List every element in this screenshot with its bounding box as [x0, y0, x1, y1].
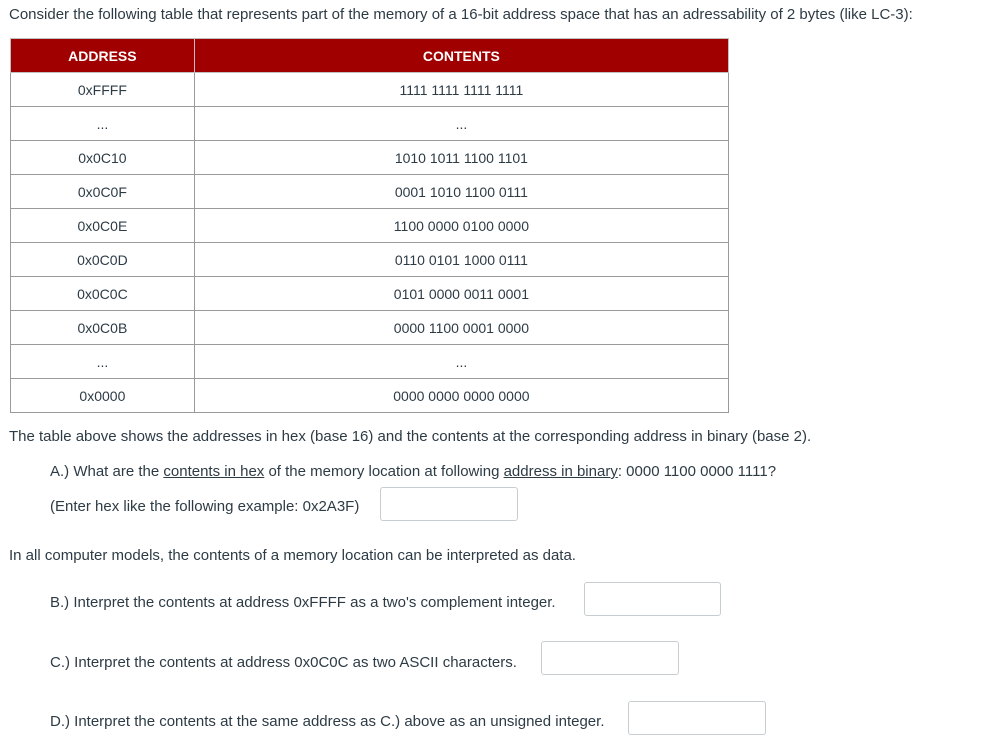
table-row [11, 345, 729, 379]
address-cell: ... [11, 345, 195, 379]
question-c: C.) Interpret the contents at address 0x0C0C as two ASCII characters. [50, 654, 517, 671]
contents-cell: ... [194, 345, 728, 379]
contents-cell: 0000 1100 0001 0000 [194, 311, 728, 345]
table-row [11, 311, 729, 345]
address-cell: 0xFFFF [11, 73, 195, 107]
address-cell: 0x0C10 [11, 141, 195, 175]
question-a [50, 462, 776, 482]
contents-cell: 0000 0000 0000 0000 [194, 379, 728, 413]
answer-b-input[interactable] [584, 582, 721, 616]
address-in-binary-link: address in binary [503, 463, 618, 480]
address-header: ADDRESS [11, 39, 195, 73]
contents-cell: 1100 0000 0100 0000 [194, 209, 728, 243]
table-row [11, 379, 729, 413]
contents-cell: 1010 1011 1100 1101 [194, 141, 728, 175]
memory-table [10, 38, 729, 413]
table-row [11, 243, 729, 277]
contents-cell: 1111 1111 1111 1111 [194, 73, 728, 107]
table-row [11, 107, 729, 141]
address-cell: 0x0C0C [11, 277, 195, 311]
address-cell: 0x0C0F [11, 175, 195, 209]
contents-cell: 0110 0101 1000 0111 [194, 243, 728, 277]
address-cell: 0x0C0D [11, 243, 195, 277]
explanation-text: The table above shows the addresses in hex (base 16) and the contents at the corresponding address in binary (base 2). [9, 428, 812, 445]
question-b: B.) Interpret the contents at address 0xFFFF as a two's complement integer. [50, 594, 556, 611]
question-d: D.) Interpret the contents at the same address as C.) above as an unsigned integer. [50, 713, 605, 730]
data-note-text: In all computer models, the contents of a memory location can be interpreted as data. [9, 547, 576, 564]
question-a-hint: (Enter hex like the following example: 0x2A3F) [50, 498, 360, 515]
table-row [11, 175, 729, 209]
contents-cell: 0101 0000 0011 0001 [194, 277, 728, 311]
contents-cell: ... [194, 107, 728, 141]
contents-header: CONTENTS [194, 39, 728, 73]
answer-a-input[interactable] [380, 487, 518, 521]
address-cell: 0x0000 [11, 379, 195, 413]
answer-c-input[interactable] [541, 641, 679, 675]
table-row [11, 277, 729, 311]
table-row [11, 73, 729, 107]
contents-in-hex-link: contents in hex [163, 463, 265, 480]
contents-cell: 0001 1010 1100 0111 [194, 175, 728, 209]
table-row [11, 141, 729, 175]
question-a-post: : 0000 1100 0000 1111? [617, 463, 777, 480]
table-header-row [11, 39, 729, 73]
question-a-mid: of the memory location at following [264, 463, 504, 480]
answer-d-input[interactable] [628, 701, 766, 735]
address-cell: ... [11, 107, 195, 141]
table-row [11, 209, 729, 243]
address-cell: 0x0C0B [11, 311, 195, 345]
address-cell: 0x0C0E [11, 209, 195, 243]
question-a-pre: A.) What are the [50, 463, 164, 480]
intro-text: Consider the following table that represents part of the memory of a 16-bit address space that has an adressability of 2 bytes (like LC-3): [9, 6, 913, 23]
